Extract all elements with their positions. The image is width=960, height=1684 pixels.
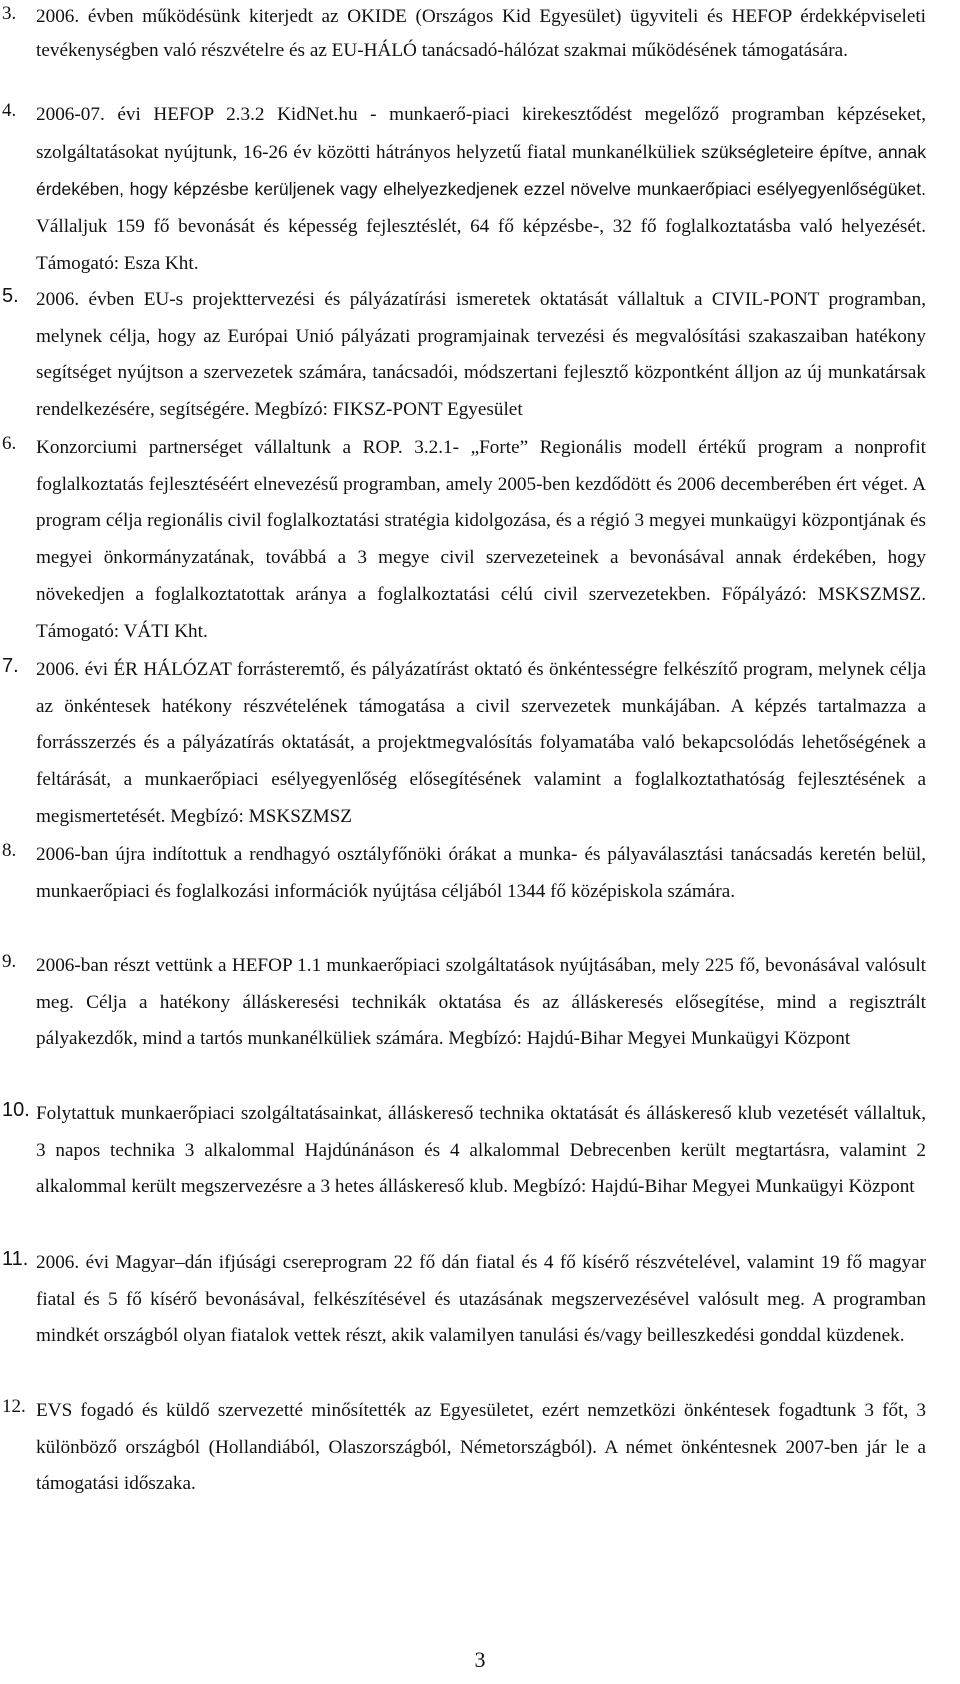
item-number: 3. bbox=[2, 3, 17, 24]
item-text-part: 2006. évben EU-s projekttervezési és pályázatírási ismeretek oktatását vállaltuk a CIVIL-PONT programban, melynek célja, hogy az Európai Unió pályázati programjainak tervezési és megvalósítási szakaszaiban hatékony segítséget nyújtson a szervezetek számára, tanácsadói, módszertani fejlesztő központként álljon az új munkatársak rendelkezésére, segítségére. Megbízó: FIKSZ-PONT Egyesület bbox=[36, 289, 926, 421]
item-text-part: 2006-ban újra indítottuk a rendhagyó osztályfőnöki órákat a munka- és pályaválasztási tanácsadás keretén belül, munkaerőpiaci és foglalkozási információk nyújtása céljából 1344 fő középiskola számára. bbox=[36, 844, 926, 902]
item-number: 12. bbox=[2, 1396, 26, 1417]
item-number: 9. bbox=[2, 951, 17, 972]
item-text bbox=[36, 652, 926, 836]
item-text-part: 2006. évben működésünk kiterjedt az OKIDE (Országos Kid Egyesület) ügyviteli és HEFOP érdekképviseleti tevékenységben való részvételre és az EU-HÁLÓ tanácsadó-hálózat szakmai működésének támogatására. bbox=[36, 6, 926, 61]
item-number: 11. bbox=[2, 1248, 29, 1270]
item-text bbox=[36, 430, 926, 650]
item-text bbox=[36, 97, 926, 283]
item-text bbox=[36, 948, 926, 1058]
item-number: 6. bbox=[2, 433, 17, 454]
item-text bbox=[36, 1393, 926, 1503]
item-text-part: EVS fogadó és küldő szervezetté minősítették az Egyesületet, ezért nemzetközi önkéntesek fogadtunk 3 főt, 3 különböző országból (Hollandiából, Olaszországból, Németországból). A német önkéntesnek 2007-ben jár le a támogatási időszaka. bbox=[36, 1400, 926, 1495]
item-text bbox=[36, 837, 926, 910]
item-text-part: Folytattuk munkaerőpiaci szolgáltatásainkat, álláskereső technika oktatását és álláskereső klub vezetését vállaltuk, 3 napos technika 3 alkalommal Hajdúnánáson és 4 alkalommal Debrecenben került megtartásra, valamint 2 alkalommal került megszervezésre a 3 hetes álláskereső klub. Megbízó: Hajdú-Bihar Megyei Munkaügyi Központ bbox=[36, 1103, 926, 1198]
item-text bbox=[36, 1245, 926, 1355]
item-number: 5. bbox=[2, 285, 19, 307]
item-text bbox=[36, 0, 926, 68]
item-text bbox=[36, 282, 926, 429]
item-number: 7. bbox=[2, 655, 19, 677]
item-text bbox=[36, 1096, 926, 1206]
item-text-part: Konzorciumi partnerséget vállaltunk a ROP. 3.2.1- „Forte” Regionális modell értékű program a nonprofit foglalkoztatás fejlesztéséért elnevezésű programban, amely 2005-ben kezdődött és 2006 decemberében ért véget. A program célja regionális civil foglalkoztatási stratégia kidolgozása, és a régió 3 megyei munkaügyi központjának és megyei önkormányzatának, továbbá a 3 megye civil szervezeteinek a bevonásával annak érdekében, hogy növekedjen a foglalkoztatottak aránya a foglalkoztatási célú civil szervezetekben. Főpályázó: MSKSZMSZ. Támogató: VÁTI Kht. bbox=[36, 437, 926, 642]
page-number: 3 bbox=[474, 1647, 486, 1672]
item-text-part-sans: szükségleteire építve, annak érdekében, hogy képzésbe kerüljenek vagy elhelyezkedjenek ezzel növelve munkaerőpiaci esélyegyenlőségüket. bbox=[36, 141, 926, 200]
item-number: 8. bbox=[2, 840, 17, 861]
item-text-part: 2006-07. évi HEFOP 2.3.2 KidNet.hu - munkaerő-piaci kirekesztődést megelőző programban képzéseket, szolgáltatásokat nyújtunk, 16-26 év közötti hátrányos helyzetű fiatal munkanélküliek bbox=[36, 104, 926, 163]
item-text-part: 2006-ban részt vettünk a HEFOP 1.1 munkaerőpiaci szolgáltatások nyújtásában, mely 225 fő, bevonásával valósult meg. Célja a hatékony álláskeresési technikák oktatása és az álláskeresés elősegítése, mind a regisztrált pályakezdők, mind a tartós munkanélküliek számára. Megbízó: Hajdú-Bihar Megyei Munkaügyi Központ bbox=[36, 955, 926, 1050]
item-number: 4. bbox=[2, 100, 17, 121]
item-text-part: 2006. évi Magyar–dán ifjúsági csereprogram 22 fő dán fiatal és 4 fő kísérő részvételével, valamint 19 fő magyar fiatal és 5 fő kísérő bevonásával, felkészítésével és utazásának megszervezésével valósult meg. A programban mindkét országból olyan fiatalok vettek részt, akik valamilyen tanulási és/vagy beilleszkedési gonddal küzdenek. bbox=[36, 1252, 926, 1347]
item-text-part: 2006. évi ÉR HÁLÓZAT forrásteremtő, és pályázatírást oktató és önkéntességre felkészítő program, melynek célja az önkéntesek hatékony részvételének támogatása a civil szervezetek munkájában. A képzés tartalmazza a forrásszerzés és a pályázatírás oktatását, a projektmegvalósítás folyamatába való bekapcsolódás lehetőségének a feltárását, a munkaerőpiaci esélyegyenlőség elősegítésének valamint a foglalkoztathatóság fejlesztésének a megismertetését. Megbízó: MSKSZMSZ bbox=[36, 659, 926, 827]
item-number: 10. bbox=[2, 1099, 30, 1121]
item-text-part: Vállaljuk 159 fő bevonását és képesség fejlesztéslét, 64 fő képzésbe-, 32 fő foglalkoztatásba való helyezését. Támogató: Esza Kht. bbox=[36, 216, 926, 274]
